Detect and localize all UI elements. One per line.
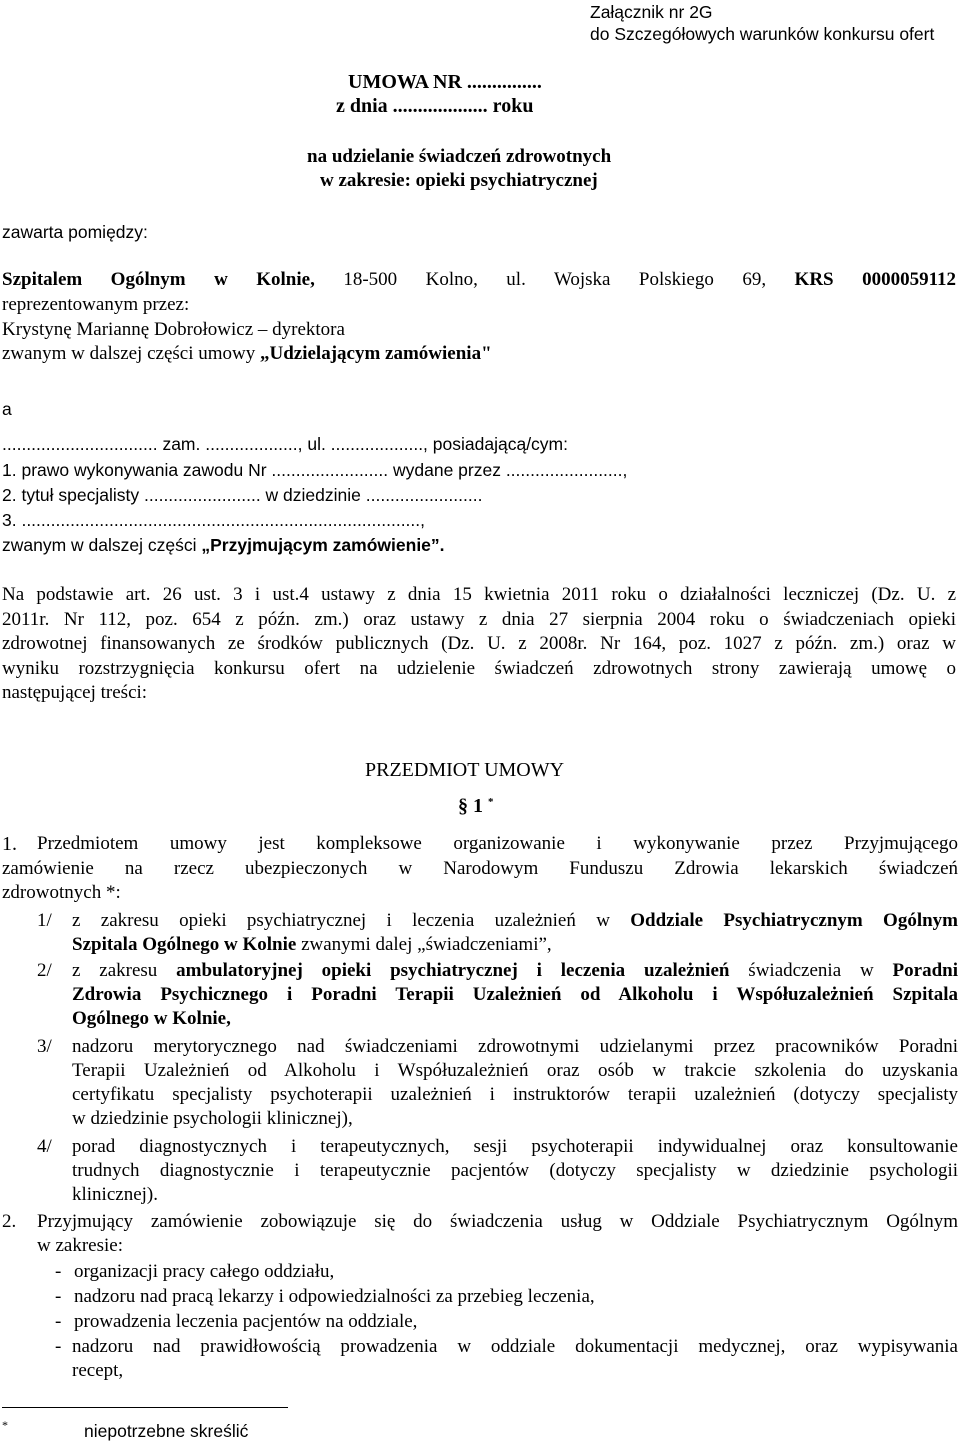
item-2-text: [72, 959, 958, 1031]
para1-number: 1.: [2, 833, 17, 855]
contractor-item-1: 1. prawo wykonywania zawodu Nr ........................ wydane przez ........................,: [2, 460, 628, 480]
ordering-party-definition: [2, 342, 492, 366]
basis-line-3: zdrowotnej finansowanych ze środków publicznych (Dz. U. z 2008r. Nr 164, poz. 1027 z późn. zm.) oraz w: [2, 633, 956, 654]
item-1-scope: z zakresu opieki psychiatrycznej i leczenia uzależnień w: [72, 910, 631, 931]
item-2-line-1: [72, 959, 958, 983]
contract-subject-line1: na udzielanie świadczeń zdrowotnych: [307, 146, 612, 167]
definition-prefix: zwanym w dalszej części umowy: [2, 343, 260, 364]
footnote-text: niepotrzebne skreślić: [84, 1421, 249, 1441]
para1-text: [37, 832, 958, 856]
bullet-1: organizacji pracy całego oddziału,: [74, 1261, 335, 1282]
contractor-definition-prefix: zwanym w dalszej części: [2, 535, 202, 555]
item-3-line-1: nadzoru merytorycznego nad świadczeniami zdrowotnymi udzielanymi przez pracowników Poradni: [72, 1036, 958, 1057]
footnote-separator: [2, 1407, 288, 1408]
para1-line-1: Przedmiotem umowy jest kompleksowe organizowanie i wykonywanie przez Przyjmującego: [37, 833, 958, 854]
item-1-line-1: [72, 909, 958, 933]
contract-number: UMOWA NR ...............: [348, 71, 542, 93]
item-4-line-1: porad diagnostycznych i terapeutycznych, sesji psychoterapii indywidualnej oraz konsultowanie: [72, 1136, 958, 1157]
paragraph-footnote-ref: *: [488, 796, 494, 808]
item-2-scope: ambulatoryjnej opieki psychiatrycznej i leczenia uzależnień: [176, 960, 730, 981]
basis-line-1: Na podstawie art. 26 ust. 3 i ust.4 ustawy z dnia 15 kwietnia 2011 roku o działalności leczniczej (Dz. U. z: [2, 584, 956, 605]
para2-line-1: Przyjmujący zamówienie zobowiązuje się do świadczenia usług w Oddziale Psychiatrycznym Ogólnym: [37, 1211, 958, 1232]
item-2-line-2: Zdrowia Psychicznego i Poradni Terapii Uzależnień od Alkoholu i Współuzależnień Szpitala: [72, 984, 958, 1005]
para2-text: [37, 1210, 958, 1258]
krs-number: KRS 0000059112: [794, 269, 957, 290]
contractor-item-2: 2. tytuł specjalisty ........................ w dziedzinie ........................: [2, 485, 483, 505]
attachment-reference: do Szczegółowych warunków konkursu ofert: [590, 24, 935, 44]
director-name: Krystynę Mariannę Dobrołowicz – dyrektora: [2, 319, 345, 340]
para1-line-3: zdrowotnych *:: [2, 882, 121, 903]
bullet-1-dash: -: [55, 1261, 62, 1282]
bullet-2-dash: -: [55, 1286, 62, 1307]
basis-line-2: 2011r. Nr 112, poz. 654 z późn. zm.) oraz ustawy z dnia 27 sierpnia 2004 roku o świadczeniach opieki: [2, 609, 956, 630]
contract-subject-line2: w zakresie: opieki psychiatrycznej: [320, 170, 598, 191]
item-3-number: 3/: [37, 1036, 52, 1057]
parties-intro: zawarta pomiędzy:: [2, 222, 148, 242]
bullet-3-dash: -: [55, 1311, 62, 1332]
item-4-number: 4/: [37, 1136, 52, 1157]
footnote-mark: *: [2, 1418, 8, 1432]
item-2-scope-prefix: z zakresu: [72, 960, 177, 981]
item-1-hospital: Szpitala Ogólnego w Kolnie: [72, 934, 297, 955]
item-4-text: [72, 1135, 958, 1207]
para1-line-2: zamówienie na rzecz ubezpieczonych w Narodowym Funduszu Zdrowia lekarskich świadczeń: [2, 858, 958, 879]
bullet-4: [72, 1335, 958, 1383]
contractor-item-3: 3. ..................................................................................,: [2, 510, 426, 530]
item-1-number: 1/: [37, 910, 52, 931]
hospital-address: 18-500 Kolno, ul. Wojska Polskiego 69,: [343, 269, 767, 290]
item-2-unit-start: Poradni: [892, 960, 958, 981]
represented-by: reprezentowanym przez:: [2, 294, 190, 315]
ordering-party-name: „Udzielającym zamówienia": [260, 343, 492, 364]
bullet-4-line-2: recept,: [72, 1360, 124, 1381]
item-3-line-3: certyfikatu specjalisty psychoterapii uzależnień i instruktorów terapii uzależnień (dotyczy specjalisty: [72, 1084, 958, 1105]
item-3-line-4: w dziedzinie psychologii klinicznej),: [72, 1108, 353, 1129]
item-3-line-2: Terapii Uzależnień od Alkoholu i Współuzależnień oraz osób w trakcie szkolenia do uzyskania: [72, 1060, 958, 1081]
item-4-line-2: trudnych diagnostycznie i terapeutycznie pacjentów (dotyczy specjalisty w dziedzinie psychologii: [72, 1160, 958, 1181]
item-2-connector: świadczenia w: [729, 960, 893, 981]
bullet-4-line-1: nadzoru nad prawidłowością prowadzenia w oddziale dokumentacji medycznej, oraz wypisywania: [72, 1336, 958, 1357]
item-2-number: 2/: [37, 960, 52, 981]
basis-line-4: wyniku rozstrzygnięcia konkursu ofert na udzielenie świadczeń zdrowotnych strony zawierają umowę o: [2, 658, 956, 679]
para2-number: 2.: [2, 1211, 17, 1232]
item-1-line-2: [72, 933, 958, 957]
item-2-line-3: Ogólnego w Kolnie,: [72, 1008, 231, 1029]
contract-date: z dnia ................... roku: [336, 95, 534, 117]
para2-line-2: w zakresie:: [37, 1235, 123, 1256]
hospital-line: [2, 268, 956, 292]
item-1-definition: zwanymi dalej „świadczeniami”,: [296, 934, 552, 955]
item-1-text: [72, 909, 958, 957]
hospital-name: Szpitalem Ogólnym w Kolnie,: [2, 269, 315, 290]
para1-text-cont: [2, 857, 958, 905]
and-conjunction: a: [2, 399, 12, 419]
bullet-3: prowadzenia leczenia pacjentów na oddziale,: [74, 1311, 418, 1332]
contractor-name: „Przyjmującym zamówienie”.: [201, 535, 445, 555]
item-4-line-3: klinicznej).: [72, 1184, 158, 1205]
item-3-text: [72, 1035, 958, 1131]
basis-line-5: następującej treści:: [2, 682, 148, 703]
section-heading: PRZEDMIOT UMOWY: [365, 759, 565, 781]
paragraph-mark: [458, 794, 494, 818]
bullet-2: nadzoru nad pracą lekarzy i odpowiedzialności za przebieg leczenia,: [74, 1286, 595, 1307]
contractor-definition: [2, 533, 445, 557]
contractor-line: ................................ zam. ..................., ul. ..................., posiadającą/cym:: [2, 434, 568, 454]
bullet-4-dash: -: [55, 1336, 62, 1357]
paragraph-number: § 1: [458, 795, 483, 817]
attachment-label: Załącznik nr 2G: [590, 2, 713, 22]
item-1-unit: Oddziale Psychiatrycznym Ogólnym: [630, 910, 958, 931]
